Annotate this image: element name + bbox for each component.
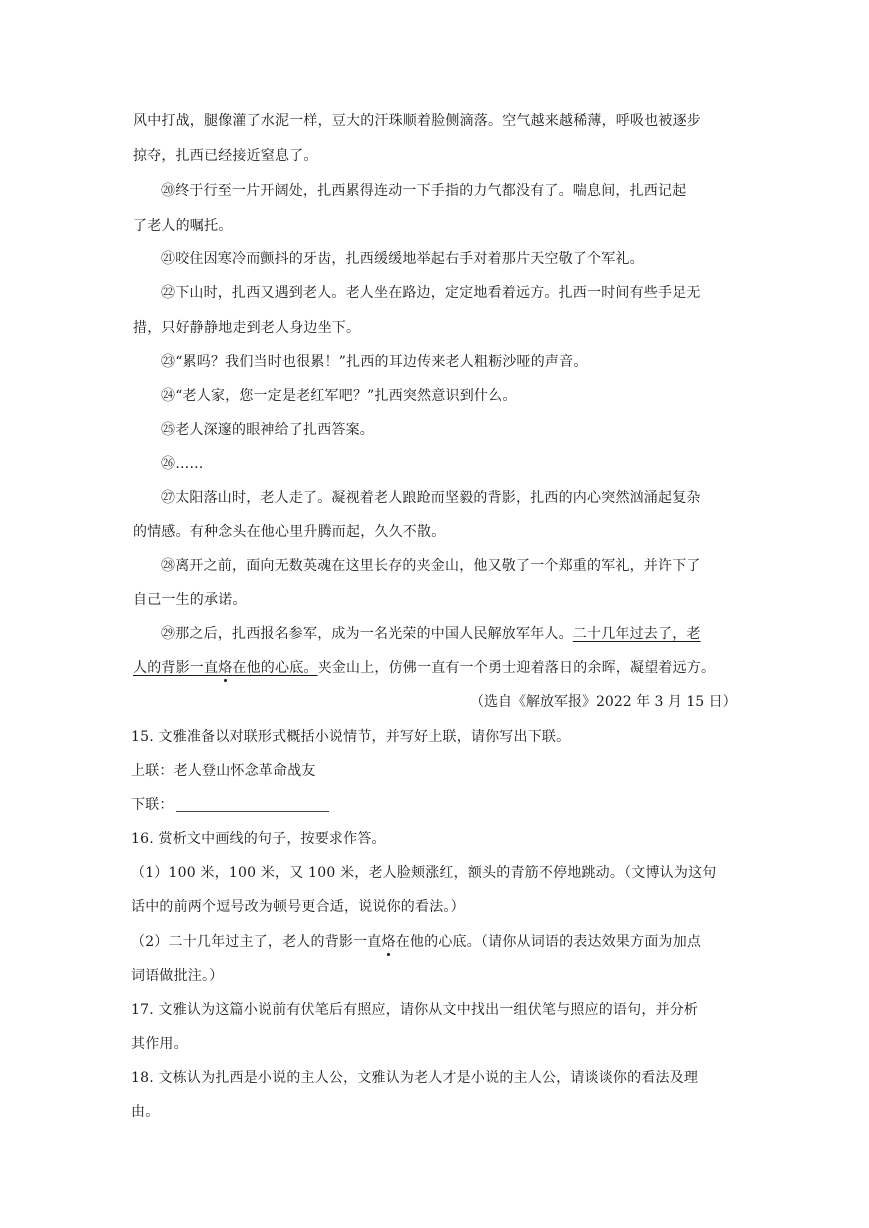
underlined-text-a: 人的背影一直 <box>133 660 219 676</box>
question-17-line-2: 其作用。 <box>131 1036 188 1052</box>
question-16-2-line-1 <box>131 932 701 952</box>
question-16-2-line-2: 词语做批注。） <box>131 968 224 984</box>
underlined-text-b: 在他的心底。 <box>232 660 318 676</box>
paragraph-21: ㉑咬住因寒冷而颤抖的牙齿，扎西缓缓地举起右手对着那片天空敬了个军礼。 <box>161 251 644 267</box>
paragraph-26: ㉖…… <box>161 456 204 472</box>
emphasis-dot-word: 烙 <box>218 660 233 676</box>
paragraph-29-line-2 <box>133 658 715 678</box>
paragraph-25: ㉕老人深邃的眼神给了扎西答案。 <box>161 422 374 438</box>
paragraph-28-line-2: 自己一生的承诺。 <box>133 592 247 608</box>
paragraph-23: ㉓“累吗？我们当时也很累！”扎西的耳边传来老人粗粝沙哑的声音。 <box>161 354 588 370</box>
paragraph-22-line-2: 措，只好静静地走到老人身边坐下。 <box>133 320 361 336</box>
paragraph-29-text-end: 夹金山上，仿佛一直有一个勇士迎着落日的余晖，凝望着远方。 <box>317 660 716 676</box>
question-16-1-line-1: （1）100 米，100 米，又 100 米，老人脸颊涨红，额头的青筋不停地跳动。（文博认为这句 <box>131 865 717 881</box>
question-15-lower-couplet <box>131 795 329 815</box>
paragraph-24: ㉔“老人家，您一定是老红军吧？”扎西突然意识到什么。 <box>161 388 517 404</box>
question-16-2-text-b: 在他的心底。（请你从词语的表达效果方面为加点 <box>395 934 702 950</box>
question-18-line-1: 18. 文栋认为扎西是小说的主人公，文雅认为老人才是小说的主人公，请谈谈你的看法及理 <box>131 1070 699 1086</box>
question-17-line-1: 17. 文雅认为这篇小说前有伏笔后有照应，请你从文中找出一组伏笔与照应的语句，并分析 <box>131 1002 699 1018</box>
lower-couplet-label: 下联： <box>131 797 174 813</box>
paragraph-19-line-2: 掠夺，扎西已经接近窒息了。 <box>133 148 318 164</box>
paragraph-27-line-1: ㉗太阳落山时，老人走了。凝视着老人踉跄而坚毅的背影，扎西的内心突然汹涌起复杂 <box>161 490 701 506</box>
paragraph-27-line-2: 的情感。有种念头在他心里升腾而起，久久不散。 <box>133 524 446 540</box>
paragraph-29-line-1 <box>161 624 701 644</box>
question-16-2-text-a: （2）二十几年过主了，老人的背影一直 <box>131 934 382 950</box>
question-16-1-line-2: 话中的前两个逗号改为顿号更合适，说说你的看法。） <box>131 899 465 915</box>
paragraph-22-line-1: ㉒下山时，扎西又遇到老人。老人坐在路边，定定地看着远方。扎西一时间有些手足无 <box>161 285 701 301</box>
emphasis-dot-word: 烙 <box>381 934 396 950</box>
underlined-sentence-part-1: 二十几年过去了，老 <box>572 626 701 642</box>
source-citation: （选自《解放军报》2022 年 3 月 15 日） <box>470 694 737 710</box>
paragraph-20-line-1: ⑳终于行至一片开阔处，扎西累得连动一下手指的力气都没有了。喘息间，扎西记起 <box>161 183 687 199</box>
question-15: 15. 文雅准备以对联形式概括小说情节，并写好上联，请你写出下联。 <box>131 729 571 745</box>
paragraph-19-line-1: 风中打战，腿像灌了水泥一样，豆大的汗珠顺着脸侧滴落。空气越来越稀薄，呼吸也被逐步 <box>133 113 701 129</box>
paragraph-28-line-1: ㉘离开之前，面向无数英魂在这里长存的夹金山，他又敬了一个郑重的军礼，并许下了 <box>161 558 701 574</box>
paragraph-29-text: ㉙那之后，扎西报名参军，成为一名光荣的中国人民解放军年人。 <box>161 626 573 642</box>
paragraph-20-line-2: 了老人的嘱托。 <box>133 218 233 234</box>
question-16: 16. 赏析文中画线的句子，按要求作答。 <box>131 831 386 847</box>
question-18-line-2: 由。 <box>131 1104 160 1120</box>
answer-blank[interactable] <box>176 797 329 812</box>
question-15-upper-couplet: 上联：老人登山怀念革命战友 <box>131 763 316 779</box>
underlined-sentence-part-2 <box>133 660 318 676</box>
